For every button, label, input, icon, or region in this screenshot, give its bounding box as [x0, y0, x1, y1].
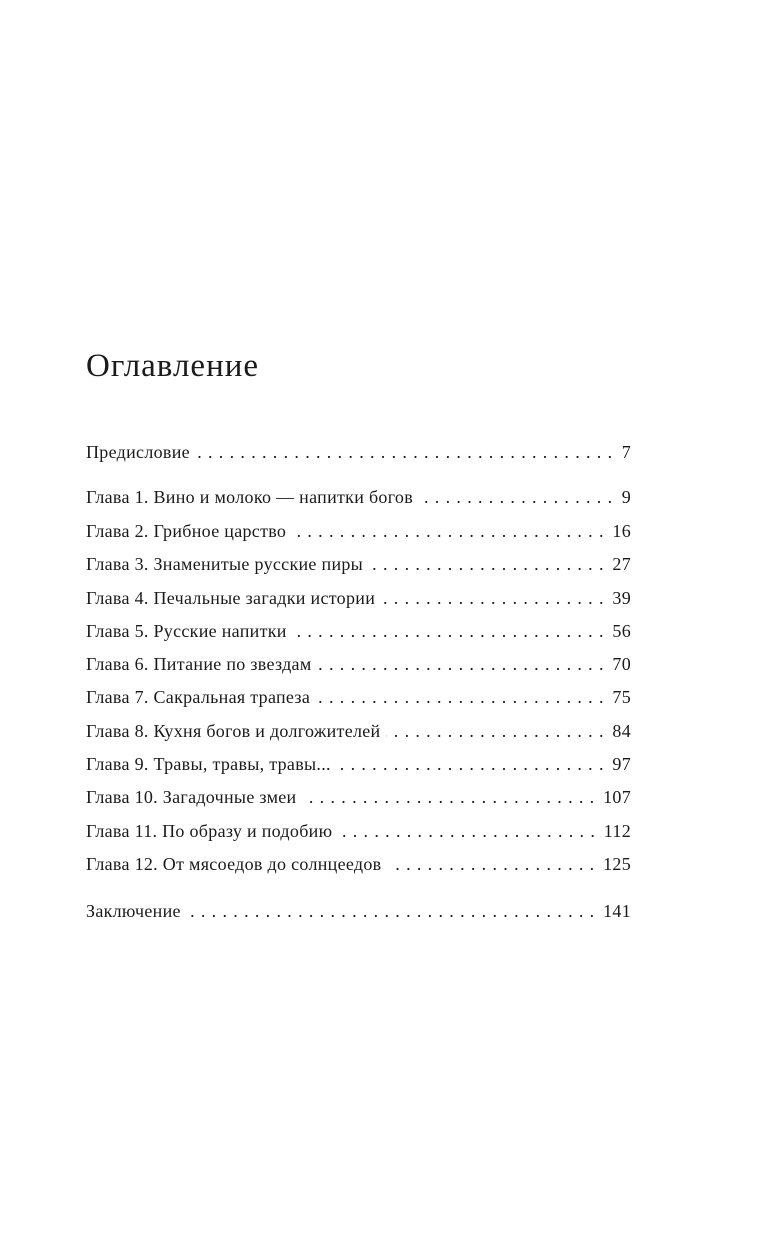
toc-entry-page-number: 97 — [612, 754, 631, 774]
toc-entry-label: Глава 6. Питание по звездам — [86, 654, 312, 674]
toc-entry-page-number: 107 — [603, 787, 631, 807]
dot-leader — [419, 482, 613, 512]
toc-entry-chapter-4[interactable] — [86, 583, 631, 613]
dot-leader — [187, 896, 595, 926]
toc-entry-label: Глава 12. От мясоедов до солнцеедов — [86, 854, 382, 874]
toc-entry-chapter-8[interactable] — [86, 716, 631, 746]
toc-entry-label: Глава 10. Загадочные змеи — [86, 787, 297, 807]
toc-entry-chapter-6[interactable] — [86, 649, 631, 679]
toc-entry-page-number: 27 — [612, 554, 631, 574]
toc-entry-chapter-10[interactable] — [86, 782, 631, 812]
toc-entry-page-number: 39 — [612, 588, 631, 608]
dot-leader — [381, 583, 604, 613]
toc-entry-page-number: 112 — [603, 821, 631, 841]
toc-entry-label: Глава 2. Грибное царство — [86, 521, 287, 541]
toc-entry-label: Предисловие — [86, 442, 190, 462]
toc-entry-label: Глава 8. Кухня богов и долгожителей — [86, 721, 381, 741]
toc-entry-page-number: 70 — [612, 654, 631, 674]
toc-entry-page-number: 141 — [603, 901, 631, 921]
toc-entry-preface[interactable] — [86, 437, 631, 467]
toc-entry-label: Глава 5. Русские напитки — [86, 621, 287, 641]
toc-entry-label: Глава 3. Знаменитые русские пиры — [86, 554, 364, 574]
toc-entry-conclusion[interactable] — [86, 896, 631, 926]
toc-entry-page-number: 75 — [612, 687, 631, 707]
toc-entry-chapter-12[interactable] — [86, 849, 631, 879]
toc-entry-label: Глава 1. Вино и молоко — напитки богов — [86, 487, 414, 507]
dot-leader — [386, 716, 604, 746]
toc-entry-chapter-9[interactable] — [86, 749, 631, 779]
toc-entry-label: Глава 7. Сакральная трапеза — [86, 687, 311, 707]
dot-leader — [302, 782, 595, 812]
dot-leader — [338, 816, 595, 846]
toc-entry-chapter-3[interactable] — [86, 549, 631, 579]
dot-leader — [293, 616, 605, 646]
toc-entry-chapter-11[interactable] — [86, 816, 631, 846]
toc-entry-label: Глава 4. Печальные загадки истории — [86, 588, 376, 608]
toc-entry-page-number: 125 — [603, 854, 631, 874]
toc-entry-page-number: 7 — [621, 442, 631, 462]
toc-entry-page-number: 84 — [612, 721, 631, 741]
toc-entry-chapter-2[interactable] — [86, 516, 631, 546]
toc-entry-label: Глава 9. Травы, травы, травы... — [86, 754, 331, 774]
dot-leader — [388, 849, 596, 879]
toc-entry-chapter-5[interactable] — [86, 616, 631, 646]
page-title: Оглавление — [86, 348, 260, 384]
toc-entry-chapter-1[interactable] — [86, 482, 631, 512]
dot-leader — [316, 682, 604, 712]
toc-entry-page-number: 56 — [612, 621, 631, 641]
dot-leader — [196, 437, 613, 467]
toc-entry-label: Глава 11. По образу и подобию — [86, 821, 333, 841]
toc-entry-page-number: 9 — [621, 487, 631, 507]
dot-leader — [369, 549, 604, 579]
toc-entry-label: Заключение — [86, 901, 181, 921]
dot-leader — [337, 749, 605, 779]
toc-entry-chapter-7[interactable] — [86, 682, 631, 712]
toc-entry-page-number: 16 — [612, 521, 631, 541]
dot-leader — [318, 649, 605, 679]
dot-leader — [292, 516, 604, 546]
